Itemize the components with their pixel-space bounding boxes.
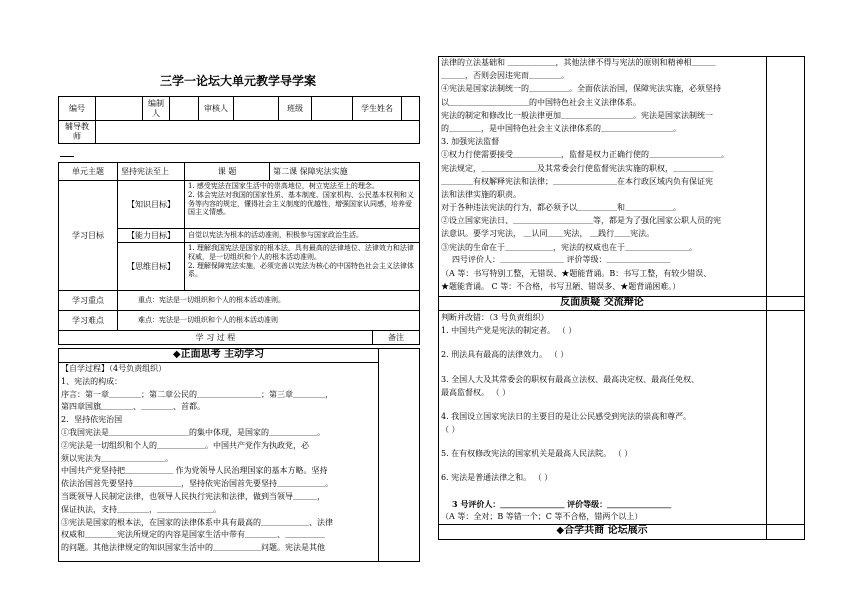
section3-heading: ◆合学共商 论坛展示: [556, 525, 648, 536]
knowledge-items: [185, 181, 420, 229]
right-line: 法律的立法基础和 ＿＿＿＿＿＿，其他法律不得与宪法的原则和精神相＿＿＿: [441, 58, 716, 67]
thinking-label: 【思维目标】: [118, 243, 185, 291]
right-line: ①权力行使需要接受＿＿＿＿＿＿，监督是权力正确行使的＿＿＿＿＿＿＿＿＿。: [441, 150, 729, 160]
study-line: 【自学过程】（4号负责组织）: [61, 364, 167, 373]
author-label: 编制人: [143, 97, 170, 121]
study-line: 的问题。其他法律规定的知识国家生活中的＿＿＿＿＿＿问题。宪法是其他: [61, 543, 325, 553]
right-line: ④宪法是国家法制统一的＿＿＿＿＿。全面依法治国，保障宪法实施，必须坚持: [441, 84, 721, 94]
right-line: ③宪法的生命在于＿＿＿＿＿＿，宪法的权威也在于＿＿＿＿＿＿＿＿。: [441, 242, 697, 252]
remark-label: 备注: [373, 331, 420, 345]
study-line: 权威和＿＿＿＿宪法所规定的内容是国家生活中带有＿＿＿＿、＿＿＿＿＿: [61, 530, 325, 540]
student-label: 学生姓名: [353, 97, 402, 121]
student-field[interactable]: [402, 97, 420, 121]
key-text: 重点：宪法是一切组织和个人的根本活动准则。: [118, 291, 420, 311]
right-line: 3. 加强宪法监督: [441, 137, 500, 147]
right-line: ＿＿＿＿有权解释宪法和法律；＿＿＿＿＿＿＿＿在本行政区域内负有保证宪: [441, 176, 713, 186]
study-line: ③宪法是国家的根本法，在国家的法律体系中具有最高的＿＿＿＿＿＿、法律: [61, 517, 333, 527]
judge-item: 2. 刑法具有最高的法律效力。 （ ）: [441, 350, 569, 359]
number-label: 编号: [59, 97, 96, 121]
knowledge-label: 【知识目标】: [118, 181, 185, 229]
unit-table: [58, 162, 420, 345]
right-line: ＿＿＿，否则会因违宪而＿＿＿＿。: [441, 71, 569, 81]
right-line: 宪法规定，＿＿＿＿＿＿＿及其常委会行使监督宪法实施的职权，＿＿＿＿＿: [441, 163, 713, 173]
difficult-text: 难点：宪法是一切组织和个人的根本活动准则: [118, 311, 420, 331]
study-line: 1、宪法的构成：: [61, 376, 123, 386]
right-line: 以＿＿＿＿＿＿＿＿＿＿的中国特色社会主义法律体系。: [441, 97, 641, 107]
study-line: 中国共产党坚持把＿＿＿＿＿＿ 作为党领导人民治理国家的基本方略。坚持: [61, 466, 328, 476]
study-line: ①我国宪法是＿＿＿＿＿＿＿＿＿＿的集中体现，是国家的＿＿＿＿＿＿。: [61, 427, 325, 437]
study-line: 2．坚持依宪治国: [61, 415, 123, 425]
judge-item: 3. 全国人大及其常委会的职权有最高立法权、最高决定权、最高任免权、: [441, 375, 700, 384]
ability-text: 自觉以宪法为根本的活动准则，积极参与国家政治生活。: [185, 229, 420, 243]
ability-label: 【能力目标】: [118, 229, 185, 243]
study-line: 第四章国旗＿＿＿＿、＿＿＿＿、首都。: [61, 402, 205, 412]
lesson-value: 第二课 保障宪法实施: [270, 163, 420, 181]
judge-item: 4. 我国设立国家宪法日的主要目的是让公民感受到宪法的崇高和尊严。: [441, 412, 692, 421]
left-section-lines: [61, 364, 377, 556]
class-field[interactable]: [312, 97, 353, 121]
study-line: 序言：第一章＿＿＿＿；第二章公民的＿＿＿＿＿＿＿＿；第三章＿＿＿＿，: [61, 389, 333, 399]
header-table: [58, 96, 420, 144]
page-title: 三学一论坛大单元教学导学案: [159, 74, 316, 88]
study-line: ②宪法是一切组织和个人的＿＿＿＿＿＿。中国共产党作为执政党，必: [61, 440, 309, 450]
number-field[interactable]: [96, 97, 143, 121]
left-remark-column: [378, 348, 420, 562]
right-line: 对于各种违法宪法的行为，都必须予以＿＿＿＿＿和＿＿＿＿＿＿。: [441, 203, 681, 213]
study-line: 当既领导人民制定法律，也领导人民执行宪法和法律，做到当领导＿＿＿，: [61, 491, 325, 501]
thinking-items: [185, 243, 420, 291]
author-field[interactable]: [170, 97, 199, 121]
judge-item: （ ）: [441, 425, 460, 434]
left-section-heading: ◆正面思考 主动学习: [172, 349, 265, 360]
judge-item: 1. 中国共产党是宪法的制定者。 （ ）: [441, 326, 577, 335]
unit-label: 单元主题: [59, 163, 118, 181]
objectives-label: 学习目标: [59, 181, 118, 291]
difficult-label: 学习难点: [59, 311, 118, 331]
lesson-label: 课 题: [185, 163, 270, 181]
right-line: 的＿＿＿＿，是中国特色社会主义法律体系的＿＿＿＿＿＿＿＿＿。: [441, 123, 681, 133]
eval4-line: 四号评价人：＿＿＿＿＿＿＿＿ 评价等级：＿＿＿＿＿＿＿＿: [452, 255, 671, 264]
thinking-item: 2. 理解保障宪法实施，必须完善以宪法为核心的中国特色社会主义法律体系。: [188, 261, 414, 279]
right-line: 法和法律实施的职责。: [441, 189, 521, 199]
criteria4-line2: ★题能背诵。 C 等：不合格，书写丑陋、错误多、★题背诵困难。）: [441, 282, 681, 291]
judge-item: 5. 在有权修改宪法的国家机关是最高人民法院。 （ ）: [441, 449, 633, 458]
eval3-line: 3 号评价人：＿＿＿＿＿＿＿＿ 评价等级：＿＿＿＿＿＿＿＿: [452, 499, 672, 509]
tutor-label: 辅导教师: [59, 121, 96, 144]
unit-value: 坚持宪法至上: [118, 163, 185, 181]
right-line: 宪法的制定和修改比一般法律更加＿＿＿＿＿＿＿＿＿。宪法是国家法制统一: [441, 110, 713, 120]
study-line: 须以宪法为＿＿＿＿＿＿＿＿。: [61, 453, 173, 463]
judge-item: 最高监督权。 （ ）: [441, 388, 511, 397]
criteria3-line: （A 等：全对；B 等错一个；C 等不合格，错两个以上）: [441, 512, 643, 521]
criteria4-line1: （A 等：书写特别工整，无错误、★题能背诵。B：书写工整，有较少错误、: [441, 269, 712, 278]
right-line: ②设立国家宪法日、＿＿＿＿＿＿＿＿＿＿等，都是为了强化国家公职人员的宪: [441, 216, 721, 226]
key-label: 学习重点: [59, 291, 118, 311]
process-label: 学 习 过 程: [59, 331, 373, 345]
knowledge-item: 1. 感受宪法在国家生活中的崇高地位，树立宪法至上的理念。: [188, 182, 379, 190]
reviewer-field[interactable]: [234, 97, 279, 121]
study-line: 依法治国首先要坚持＿＿＿＿＿＿，坚持依宪治国首先要坚持＿＿＿＿＿＿。: [61, 479, 333, 489]
reviewer-label: 审核人: [199, 97, 234, 121]
knowledge-item: 2. 体会宪法对我国的国家性质、基本制度、国家机构、公民基本权利和义务等内容的规定，懂得社会主义制度的优越性，增强国家认同感，培养爱国主义情感。: [188, 190, 414, 217]
class-label: 班级: [279, 97, 312, 121]
thinking-item: 1. 理解我国宪法是国家的根本法，具有最高的法律地位、法律效力和法律权威，是一切组织和个人的根本活动准则。: [188, 244, 414, 261]
right-line: 法意识。要学习宪法， ＿认同＿＿宪法， ＿践行＿＿宪法。: [441, 229, 655, 239]
study-line: 保证执法，支持＿＿＿＿，＿＿＿＿＿＿＿。: [61, 504, 221, 514]
judge-intro: 判断并改错：（3 号负责组织）: [441, 313, 549, 322]
right-top-lines: [441, 58, 765, 256]
divider: [60, 156, 74, 157]
judge-item: 6. 宪法是普通法律之和。 （ ）: [441, 473, 553, 482]
tutor-field[interactable]: [96, 121, 420, 144]
section2-heading: 反面质疑 交流辩论: [560, 297, 644, 308]
